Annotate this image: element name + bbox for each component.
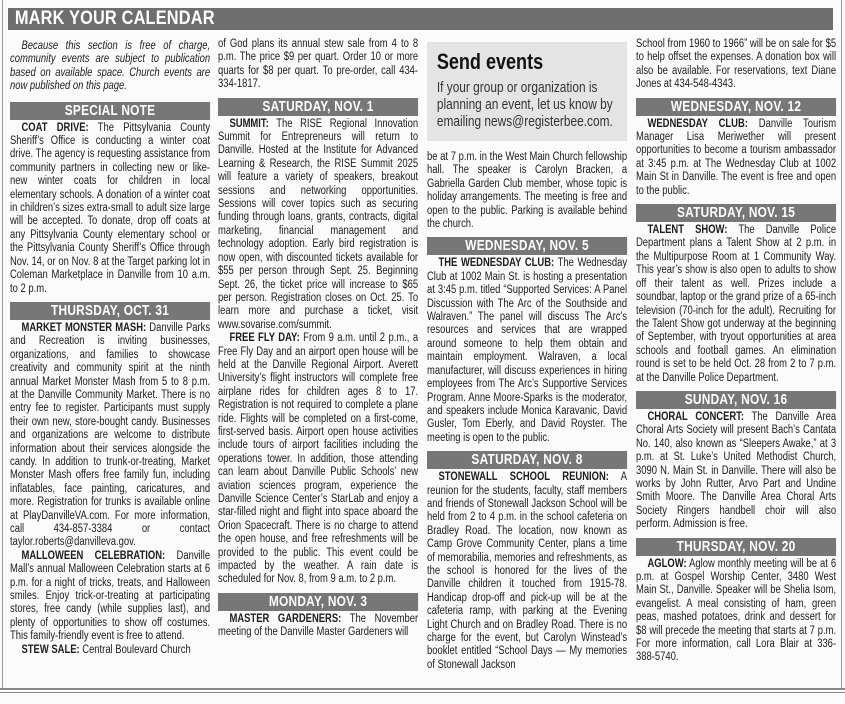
event-stonewall-reunion [427,471,627,672]
send-events-body: If your group or organization is planning an event, let us know by emailing news@registerbee.com. [436,80,613,130]
event-title: MALLOWEEN CELEBRATION: [21,549,166,562]
page-border-right [841,0,842,690]
page-border-left [2,0,3,690]
date-head-nov5: WEDNESDAY, NOV. 5 [427,237,627,255]
event-title: SUMMIT: [229,117,269,130]
event-title: THE WEDNESDAY CLUB: [438,257,555,270]
event-body: Central Boulevard Church [79,643,191,656]
event-body: The Danville Police Department plans a Talent Show at 2 p.m. in the Multipurpose Room at 1 Community Way. This year’s show is also open to adults to show off their talent as well. Prizes include a soundbar, laptop or the grand prize of a 65-inch television (70-inch for the adult). Recruiting for the Talent Show got underway at the beginning of September, with tryout opportunities at area schools and football games. An elimination round is set to be held Oct. 28 from 2 to 7 p.m. at the Danville Police Department. [636,224,837,384]
event-title: MARKET MONSTER MASH: [21,321,147,334]
column-4 [636,38,836,665]
date-head-oct31: THURSDAY, OCT. 31 [10,302,210,320]
event-title: TALENT SHOW: [647,224,728,237]
event-coat-drive [10,122,210,296]
event-body: From 9 a.m. until 2 p.m., a Free Fly Day and an airport open house will be held at the Danville Regional Airport. Averett University’s flight instructors will complete free airplane rides for children ages 8 to 17. Registration is not required to complete a plane ride. Flights will be completed on a first-come, first-served basis. Airport open house activities include tours of airport facilities including the operations tower. In addition, those attending can learn about Danville Public Schools’ new aviation sciences program, experience the Danville Science Center’s StarLab and enjoy a star-filled night and flight into space aboard the Orion Spacecraft. There is no charge to attend the open house, and free refreshments will be provided to the public. This event could be impacted by the weather. A rain date is scheduled for Nov. 8, from 9 a.m. to 2 p.m. [218,332,419,586]
event-title: FREE FLY DAY: [229,332,300,345]
date-head-special-note: SPECIAL NOTE [10,102,210,120]
bottom-rule [0,688,845,690]
event-body: The November meeting of the Danville Master Gardeners will [218,612,419,639]
event-body: Danville Parks and Recreation is inviting businesses, organizations, and families to showcase creativity and community spirit at the ninth annual Market Monster Mash from 5 to 8 p.m. at the Danville Community Market. There is no entry fee to register. Participants must supply their own new, store-bought candy. Businesses and organizations are welcome to distribute information about their services alongside the candy. In addition to trunk-or-treating, Market Monster Mash offers free family fun, including inflatables, face painting, caricatures, and more. Registration for trunks is available online at PlayDanvilleVA.com. For more information, call 434-857-3384 or contact taylor.roberts@danvilleva.gov. [10,321,211,549]
event-title: WEDNESDAY CLUB: [647,117,748,130]
section-title: MARK YOUR CALENDAR [14,8,215,29]
event-title: STEW SALE: [21,643,80,656]
event-stew-sale-continued: of God plans its annual stew sale from 4 to 8 p.m. The price $9 per quart. Order 10 or more quarts for $8 per quart. To pre-order, call 434-334-1817. [218,38,419,91]
bottom-rule-thin [0,692,845,693]
event-body: The Danville Area Choral Arts Society will present Bach’s Cantata No. 140, also known as “Sleepers Awake,” at 3 p.m. at St. Luke’s United Methodist Church, 3090 N. Main St. in Danville. There will also be works by John Rutter, Arvo Part and Undine Smith Moore. The Danville Area Choral Arts Society Ringers handbell choir will also perform. Admission is free. [636,410,837,531]
event-body: Danville Mall’s annual Malloween Celebration starts at 6 p.m. for a night of tricks, treats, and Halloween smiles. Enjoy trick-or-treating at participating stores, free candy (while supplies last), and plenty of opportunities to show off costumes. This family-friendly event is free to attend. [10,549,211,643]
intro-note: Because this section is free of charge, community events are subject to publication based on available space. Church events are now published on this page. [10,40,211,93]
event-talent-show [636,224,836,385]
event-master-gardeners-continued: be at 7 p.m. in the West Main Church fellowship hall. The speaker is Carolyn Bracken, a Gabriella Garden Club member, whose topic is holiday arrangements. The meeting is free and open to the public. Parking is available behind the church. [427,151,628,231]
event-title: COAT DRIVE: [21,121,89,134]
event-body: Danville Tourism Manager Lisa Meriwether will present opportunities to become a tourism ambassador at 3:45 p.m. at The Wednesday Club at 1002 Main St in Danville. The event is free and open to the public. [636,117,837,197]
event-monster-mash [10,322,210,550]
send-events-title: Send events [436,49,544,74]
event-title: AGLOW: [647,557,687,570]
date-head-nov15: SATURDAY, NOV. 15 [636,204,836,222]
date-head-nov1: SATURDAY, NOV. 1 [218,98,418,116]
section-banner [8,8,833,30]
event-wednesday-club-nov5 [427,257,627,445]
event-title: CHORAL CONCERT: [647,410,745,423]
column-2 [218,38,418,640]
send-events-box [427,42,627,141]
date-head-nov20: THURSDAY, NOV. 20 [636,538,836,556]
column-3 [427,40,627,672]
event-summit [218,118,418,333]
event-body: The Pittsylvania County Sheriff’s Office is conducting a winter coat drive. The agency is requesting assistance from community partners in collecting new or like-new winter coats for children in local elementary schools. A donation of a winter coat in children’s sizes extra-small to adult size large will be accepted. To donate, drop off coats at any Pittsylvania County elementary school or the Pittsylvania County Sheriff’s Office through Nov. 14, or on Nov. 8 at the Target parking lot in Coleman Marketplace in Danville from 10 a.m. to 2 p.m. [10,121,211,295]
event-body: The Wednesday Club at 1002 Main St. is hosting a presentation at 3:45 p.m. titled “Supported Services: A Panel Discussion with The Arc of the Southside and Walraven.” The panel will discuss The Arc’s resources and services that are wrapped around someone to help them obtain and maintain employment. Walraven, a local manufacturer, will discuss experiences in hiring employees from The Arc’s Supportive Services Program. Anne Moore-Sparks is the moderator, and speakers include Monica Karavanic, David Gusler, Tom Eberly, and David Royster. The meeting is open to the public. [427,257,628,444]
event-wednesday-club-nov12 [636,118,836,198]
event-choral-concert [636,411,836,532]
event-stonewall-continued: School from 1960 to 1966” will be on sale for $5 to help offset the expenses. A donation box will also be available. For reservations, text Diane Jones at 434-548-4343. [636,38,837,91]
event-aglow [636,558,836,665]
event-free-fly-day [218,332,418,587]
column-1 [10,40,210,657]
event-body: A reunion for the students, faculty, staff members and friends of Stonewall Jackson School will be held from 2 to 4 p.m. in the school cafeteria on Bradley Road. The location, now known as Camp Grove Community Center, plans a time of memorabilia, memories and refreshments, as the school is honored for the lives of the Danville children it touched from 1915-78. Handicap drop-off and pick-up will be at the cafeteria ramp, with parking at the Evening Light Church and on Bradley Road. There is no charge for the event, but Carolyn Winstead’s booklet entitled “School Days — My memories of Stonewall Jackson [427,471,628,671]
event-body: Aglow monthly meeting will be at 6 p.m. at Gospel Worship Center, 3480 West Main St., Danville. Speaker will be Shelia Isom, evangelist. A meal consisting of ham, green peas, mashed potatoes, drink and dessert for $8 will precede the meeting that starts at 7 p.m. For more information, call Lora Blair at 336-388-5740. [636,557,837,664]
event-stew-sale [10,644,210,657]
date-head-nov8: SATURDAY, NOV. 8 [427,451,627,469]
event-malloween [10,550,210,644]
event-body: The RISE Regional Innovation Summit for Entrepreneurs will return to Danville. Hosted at the Institute for Advanced Learning & Research, the RISE Summit 2025 will feature a variety of speakers, breakout sessions and networking opportunities. Sessions will cover topics such as securing funding through loans, grants, contracts, digital marketing, financial management and technology adoption. Early bird registration is now open, with discounted tickets available for $55 per person through Sept. 25. Beginning Sept. 26, the ticket price will increase to $65 per person. Registration closes on Oct. 25. To learn more and purchase a ticket, visit www.sovarise.com/summit. [218,117,419,331]
event-master-gardeners [218,613,418,640]
date-head-nov3: MONDAY, NOV. 3 [218,593,418,611]
date-head-nov16: SUNDAY, NOV. 16 [636,391,836,409]
event-title: MASTER GARDENERS: [229,612,342,625]
event-title: STONEWALL SCHOOL REUNION: [438,471,609,484]
date-head-nov12: WEDNESDAY, NOV. 12 [636,98,836,116]
